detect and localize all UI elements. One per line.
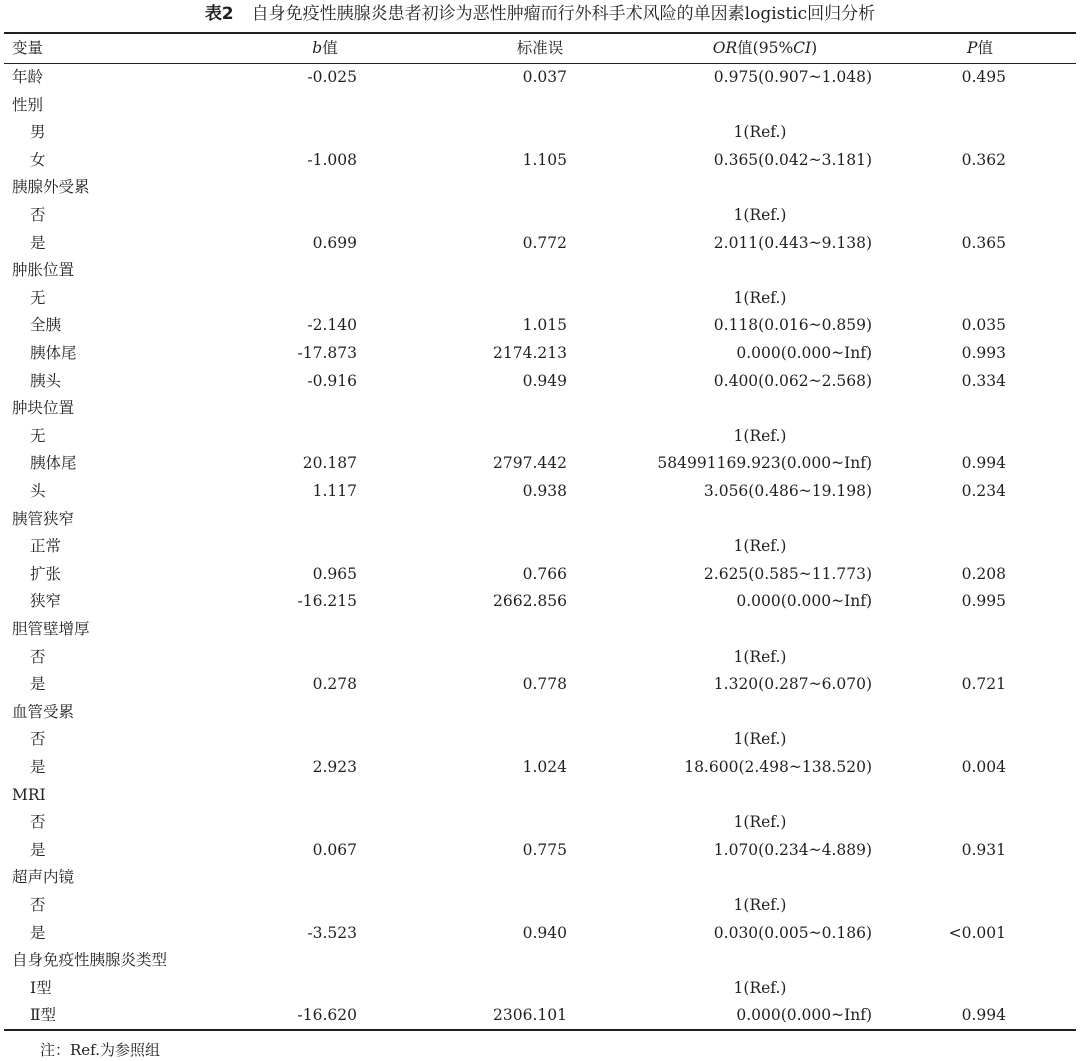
cell-b: 0.067 [312,840,357,859]
cell-or: 0.365(0.042~3.181) [713,150,872,169]
cell-variable: Ⅱ型 [30,1006,57,1025]
cell-se: 0.037 [522,68,567,86]
cell-b: -2.140 [307,316,357,335]
cell-variable: 头 [30,482,46,500]
cell-variable: 正常 [30,537,62,556]
cell-p: 0.234 [961,482,1006,500]
table-row [0,754,1080,782]
table-row [0,478,1080,506]
cell-variable: 扩张 [30,564,62,583]
cell-variable: 无 [30,288,46,307]
cell-b: 1.117 [312,482,357,500]
table-row [0,864,1080,892]
cell-or: 584991169.923(0.000~Inf) [657,454,872,473]
cell-or: 1(Ref.) [733,978,787,997]
header-b-suffix: 值 [322,39,338,57]
cell-p: 0.993 [961,344,1006,362]
cell-b: -3.523 [307,923,357,942]
cell-b: 2.923 [312,758,357,776]
cell-or: 0.118(0.016~0.859) [713,316,872,335]
table-row [0,312,1080,340]
cell-se: 2306.101 [493,1006,567,1025]
cell-p: 0.362 [961,150,1006,169]
cell-or: 0.030(0.005~0.186) [713,923,872,942]
cell-or: 1.070(0.234~4.889) [713,840,872,859]
cell-se: 2797.442 [493,454,567,473]
cell-variable: 是 [30,840,46,859]
table-row [0,588,1080,616]
table-row [0,92,1080,120]
cell-p: 0.994 [961,454,1006,473]
cell-variable: 否 [30,206,46,224]
bottom-rule [4,1029,1076,1031]
cell-variable: Ⅰ型 [30,978,52,997]
cell-se: 1.105 [522,150,567,169]
cell-variable: 是 [30,758,46,776]
cell-p: 0.004 [961,758,1006,776]
table-row [0,699,1080,727]
cell-b: -0.916 [307,371,357,390]
cell-se: 1.024 [522,758,567,776]
header-se: 标准误 [516,39,564,57]
table-row [0,671,1080,699]
table-note: 注：Ref.为参照组 [40,1041,160,1059]
cell-b: -16.620 [297,1006,357,1025]
cell-p: 0.495 [961,68,1006,86]
table-row [0,920,1080,948]
header-or-italic: OR [712,39,738,57]
table-row [0,506,1080,534]
cell-variable: 胰体尾 [30,454,77,473]
cell-p: 0.931 [961,840,1006,859]
cell-se: 0.940 [522,923,567,942]
cell-variable: 肿块位置 [12,399,75,418]
cell-variable: 年龄 [12,68,44,86]
cell-or: 3.056(0.486~19.198) [703,482,872,500]
cell-variable: 否 [30,896,46,914]
cell-p: 0.208 [961,564,1006,583]
cell-p: <0.001 [948,923,1006,942]
cell-or: 1(Ref.) [733,288,787,307]
table-row [0,119,1080,147]
cell-se: 2174.213 [493,344,567,362]
cell-or: 18.600(2.498~138.520) [684,758,872,776]
cell-variable: 狭窄 [30,592,62,611]
table-row [0,892,1080,920]
header-or-end: ) [811,39,818,57]
header-b-italic: b [312,39,323,57]
cell-or: 0.400(0.062~2.568) [713,371,872,390]
cell-se: 1.015 [522,316,567,335]
cell-variable: 肿胀位置 [12,261,75,280]
table-row [0,202,1080,230]
table-row [0,533,1080,561]
table-row [0,395,1080,423]
table-row [0,147,1080,175]
cell-variable: 胰腺外受累 [12,178,90,197]
cell-or: 1(Ref.) [733,123,787,142]
cell-b: 0.278 [312,675,357,694]
table-row [0,64,1080,92]
cell-variable: 胆管壁增厚 [12,620,90,638]
table-title: 自身免疫性胰腺炎患者初诊为恶性肿瘤而行外科手术风险的单因素logistic回归分析 [251,4,876,24]
cell-variable: 女 [30,150,46,169]
cell-se: 0.766 [522,564,567,583]
table-row [0,257,1080,285]
cell-variable: 无 [30,426,46,445]
table-row [0,809,1080,837]
table-row [0,423,1080,451]
cell-se: 2662.856 [493,592,567,611]
cell-or: 0.000(0.000~Inf) [736,344,872,362]
cell-or: 1.320(0.287~6.070) [713,675,872,694]
cell-se: 0.949 [522,371,567,390]
cell-p: 0.365 [961,233,1006,252]
table-row [0,975,1080,1003]
cell-variable: MRI [12,785,46,804]
header-variable: 变量 [12,39,44,57]
table-row [0,285,1080,313]
cell-variable: 胰体尾 [30,344,77,362]
header-p-italic: P [967,39,978,57]
table-row [0,837,1080,865]
cell-or: 1(Ref.) [733,730,787,749]
cell-or: 1(Ref.) [733,813,787,832]
cell-variable: 血管受累 [12,702,75,721]
cell-variable: 否 [30,730,46,749]
cell-variable: 胰头 [30,371,62,390]
header-or-mid: 值(95% [737,39,794,57]
table-row [0,368,1080,396]
cell-b: -17.873 [297,344,357,362]
table-row [0,616,1080,644]
cell-variable: 是 [30,675,46,694]
cell-p: 0.994 [961,1006,1006,1025]
cell-b: 0.699 [312,233,357,252]
cell-variable: 全胰 [30,316,62,335]
table-row [0,947,1080,975]
table-row [0,174,1080,202]
cell-variable: 性别 [12,95,44,114]
cell-b: 20.187 [302,454,357,473]
cell-b: -16.215 [297,592,357,611]
cell-variable: 是 [30,923,46,942]
cell-or: 2.625(0.585~11.773) [703,564,872,583]
table-row [0,340,1080,368]
header-b [290,34,360,63]
cell-variable: 超声内镜 [12,868,75,887]
cell-variable: 否 [30,813,46,832]
cell-or: 1(Ref.) [733,206,787,224]
cell-p: 0.334 [961,371,1006,390]
header-p-suffix: 值 [977,39,993,57]
cell-or: 2.011(0.443~9.138) [713,233,872,252]
cell-b: 0.965 [312,564,357,583]
cell-variable: 胰管狭窄 [12,509,75,528]
table-row [0,561,1080,589]
table-row [0,450,1080,478]
cell-or: 0.975(0.907~1.048) [713,68,872,86]
cell-se: 0.772 [522,233,567,252]
cell-variable: 男 [30,123,46,142]
cell-variable: 否 [30,647,46,666]
table-label: 表2 [204,4,234,24]
table-row [0,782,1080,810]
cell-or: 0.000(0.000~Inf) [736,592,872,611]
cell-p: 0.035 [961,316,1006,335]
header-ci-italic: CI [793,39,812,57]
table-row [0,1002,1080,1030]
cell-se: 0.775 [522,840,567,859]
header-or [650,34,880,63]
table-row [0,644,1080,672]
table-row [0,726,1080,754]
cell-or: 1(Ref.) [733,537,787,556]
cell-se: 0.778 [522,675,567,694]
cell-or: 1(Ref.) [733,647,787,666]
cell-p: 0.995 [961,592,1006,611]
cell-or: 1(Ref.) [733,426,787,445]
cell-b: -1.008 [307,150,357,169]
cell-p: 0.721 [961,675,1006,694]
cell-variable: 自身免疫性胰腺炎类型 [12,951,168,970]
table-caption [0,0,1080,30]
cell-or: 1(Ref.) [733,896,787,914]
cell-variable: 是 [30,233,46,252]
cell-se: 0.938 [522,482,567,500]
header-p [950,34,1010,63]
cell-or: 0.000(0.000~Inf) [736,1006,872,1025]
table-header [0,34,1080,63]
cell-b: -0.025 [307,68,357,86]
table-row [0,230,1080,258]
